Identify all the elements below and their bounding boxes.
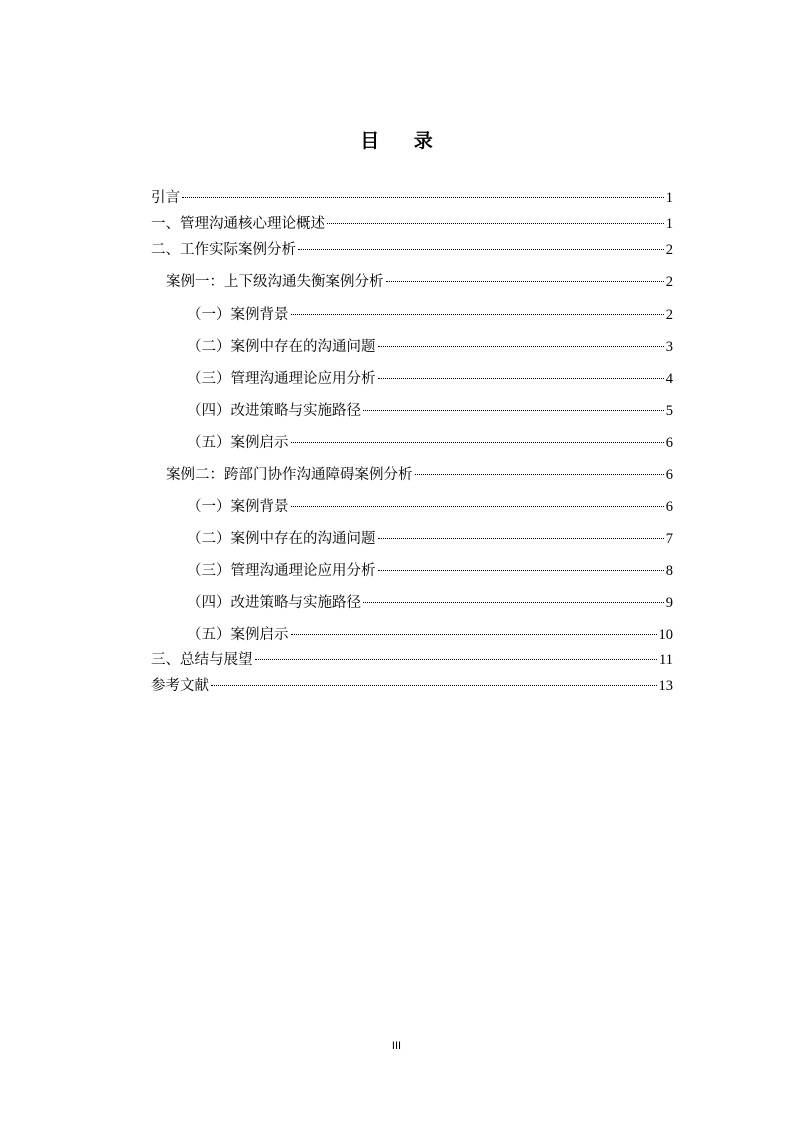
toc-entry[interactable] bbox=[187, 624, 673, 646]
dot-leader bbox=[327, 223, 664, 224]
toc-entry[interactable] bbox=[187, 496, 673, 518]
toc-entry[interactable] bbox=[187, 336, 673, 358]
toc-entry[interactable] bbox=[187, 368, 673, 390]
toc-page-number: 1 bbox=[665, 216, 673, 232]
toc-entry[interactable] bbox=[187, 560, 673, 582]
dot-leader bbox=[378, 378, 664, 379]
footer-page-number: III bbox=[391, 1040, 402, 1052]
toc-entry[interactable] bbox=[166, 464, 673, 486]
dot-leader bbox=[291, 634, 657, 635]
toc-entry-label: 参考文献 bbox=[151, 678, 209, 694]
toc-page-number: 6 bbox=[665, 467, 673, 483]
toc-page-number: 5 bbox=[665, 403, 673, 419]
toc-page-number: 1 bbox=[665, 190, 673, 206]
page-title: 目 录 bbox=[360, 130, 447, 152]
dot-leader bbox=[378, 346, 664, 347]
toc-page-number: 6 bbox=[665, 435, 673, 451]
dot-leader bbox=[291, 314, 664, 315]
dot-leader bbox=[291, 442, 664, 443]
toc-page-number: 2 bbox=[665, 274, 673, 290]
toc-entry-label: （二）案例中存在的沟通问题 bbox=[187, 531, 376, 547]
toc-page-number: 2 bbox=[665, 307, 673, 323]
toc-page-number: 13 bbox=[658, 678, 673, 694]
toc-entry-label: （一）案例背景 bbox=[187, 307, 289, 323]
toc-entry-label: 案例一：上下级沟通失衡案例分析 bbox=[166, 274, 384, 290]
dot-leader bbox=[386, 281, 664, 282]
toc-entry-label: （三）管理沟通理论应用分析 bbox=[187, 371, 376, 387]
dot-leader bbox=[378, 538, 664, 539]
toc-entry-label: 引言 bbox=[151, 190, 180, 206]
toc-entry-label: （三）管理沟通理论应用分析 bbox=[187, 563, 376, 579]
toc-entry[interactable] bbox=[187, 400, 673, 422]
dot-leader bbox=[255, 659, 658, 660]
toc-entry[interactable] bbox=[151, 675, 673, 697]
toc-entry[interactable] bbox=[187, 528, 673, 550]
toc-entry-label: 案例二：跨部门协作沟通障碍案例分析 bbox=[166, 467, 413, 483]
dot-leader bbox=[363, 602, 664, 603]
dot-leader bbox=[378, 570, 664, 571]
toc-entry[interactable] bbox=[151, 213, 673, 235]
dot-leader bbox=[415, 474, 664, 475]
toc-page-number: 4 bbox=[665, 371, 673, 387]
toc-page-number: 6 bbox=[665, 499, 673, 515]
toc-entry[interactable] bbox=[187, 592, 673, 614]
toc-page-number: 11 bbox=[659, 652, 673, 668]
dot-leader bbox=[211, 685, 657, 686]
toc-page-number: 2 bbox=[665, 242, 673, 258]
toc-page-number: 8 bbox=[665, 563, 673, 579]
toc-entry-label: （四）改进策略与实施路径 bbox=[187, 403, 361, 419]
toc-entry-label: 二、工作实际案例分析 bbox=[151, 242, 296, 258]
dot-leader bbox=[291, 506, 664, 507]
toc-entry-label: （一）案例背景 bbox=[187, 499, 289, 515]
toc-entry-label: （五）案例启示 bbox=[187, 627, 289, 643]
toc-page-number: 10 bbox=[658, 627, 673, 643]
toc-entry-label: （四）改进策略与实施路径 bbox=[187, 595, 361, 611]
toc-entry-label: 三、总结与展望 bbox=[151, 652, 253, 668]
dot-leader bbox=[363, 410, 664, 411]
toc-page-number: 9 bbox=[665, 595, 673, 611]
toc-page-number: 3 bbox=[665, 339, 673, 355]
toc-entry[interactable] bbox=[166, 271, 673, 293]
dot-leader bbox=[182, 197, 664, 198]
toc-entry[interactable] bbox=[151, 239, 673, 261]
toc-entry[interactable] bbox=[151, 187, 673, 209]
toc-entry[interactable] bbox=[187, 304, 673, 326]
toc-entry[interactable] bbox=[187, 432, 673, 454]
dot-leader bbox=[298, 249, 664, 250]
toc-entry-label: （二）案例中存在的沟通问题 bbox=[187, 339, 376, 355]
toc-entry[interactable] bbox=[151, 649, 673, 671]
toc-entry-label: 一、管理沟通核心理论概述 bbox=[151, 216, 325, 232]
toc-page-number: 7 bbox=[665, 531, 673, 547]
toc-entry-label: （五）案例启示 bbox=[187, 435, 289, 451]
